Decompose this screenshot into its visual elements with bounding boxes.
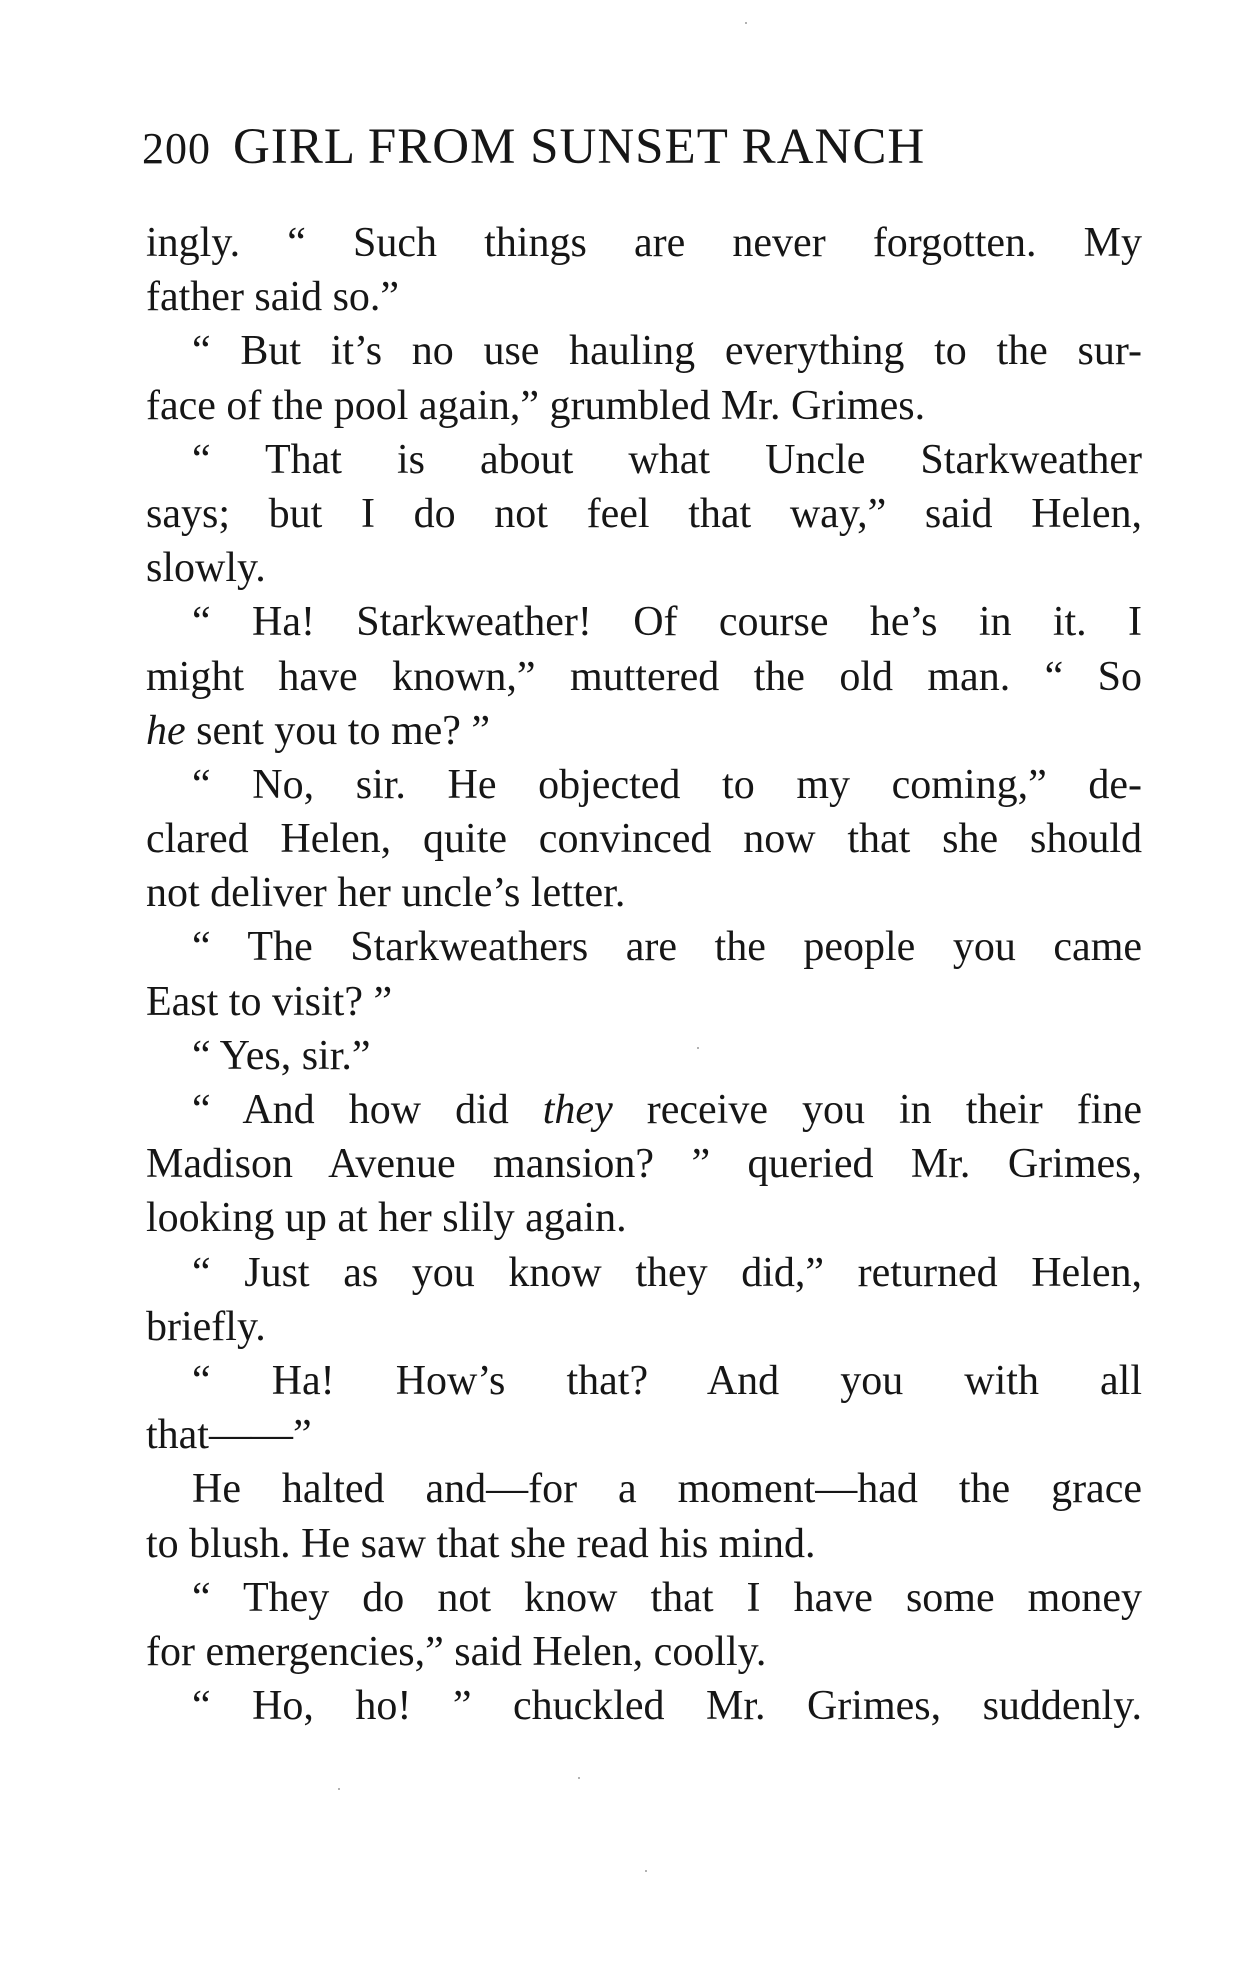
text-line — [146, 704, 1142, 758]
italic-word: they — [542, 1087, 613, 1133]
text-line: East to visit? ” — [146, 978, 393, 1025]
text-line: for emergencies,” said Helen, coolly. — [146, 1628, 767, 1675]
body-text — [146, 216, 1142, 1733]
text-line: “ But it’s no use hauling everything to the sur- — [192, 328, 1142, 375]
text-line: “ Just as you know they did,” returned Helen, — [192, 1249, 1142, 1296]
text-line: “ That is about what Uncle Starkweather — [192, 436, 1142, 483]
text-line: “ Ho, ho! ” chuckled Mr. Grimes, suddenly. — [192, 1683, 1142, 1730]
text-line: Madison Avenue mansion? ” queried Mr. Grimes, — [146, 1141, 1142, 1188]
text-line: “ Ha! How’s that? And you with all — [192, 1357, 1142, 1404]
text-line: “ The Starkweathers are the people you came — [192, 924, 1142, 971]
running-head — [142, 112, 1102, 182]
running-title: GIRL FROM SUNSET RANCH — [233, 119, 926, 175]
text-line: clared Helen, quite convinced now that she should — [146, 816, 1142, 863]
text-line: “ Ha! Starkweather! Of course he’s in it. I — [192, 599, 1142, 646]
line-text: sent you to me? ” — [185, 707, 491, 754]
text-line: that——” — [146, 1412, 312, 1459]
text-line: ingly. “ Such things are never forgotten. My — [146, 220, 1142, 266]
line-text: receive you in their fine — [612, 1087, 1142, 1133]
text-line: He halted and—for a moment—had the grace — [192, 1466, 1142, 1513]
text-line: face of the pool again,” grumbled Mr. Grimes. — [146, 382, 926, 429]
text-line — [146, 1083, 1142, 1137]
paper-speck — [745, 22, 747, 24]
text-line: “ No, sir. He objected to my coming,” de- — [192, 761, 1142, 808]
text-line: father said so.” — [146, 274, 400, 321]
page-number: 200 — [142, 124, 211, 173]
paper-speck — [338, 1788, 340, 1790]
text-line: says; but I do not feel that way,” said Helen, — [146, 490, 1142, 537]
text-line: to blush. He saw that she read his mind. — [146, 1520, 816, 1567]
paper-speck — [645, 1870, 647, 1872]
text-line: might have known,” muttered the old man. “ So — [146, 653, 1142, 700]
text-line: not deliver her uncle’s letter. — [146, 870, 626, 917]
line-text: “ And how did — [192, 1087, 543, 1133]
text-line: slowly. — [146, 545, 266, 592]
text-line: “ They do not know that I have some money — [192, 1574, 1142, 1621]
text-line: briefly. — [146, 1303, 266, 1350]
paper-speck — [697, 1047, 699, 1049]
italic-word: he — [146, 707, 186, 754]
text-line: looking up at her slily again. — [146, 1195, 627, 1242]
paper-speck — [578, 1777, 580, 1779]
text-line: “ Yes, sir.” — [192, 1032, 371, 1079]
